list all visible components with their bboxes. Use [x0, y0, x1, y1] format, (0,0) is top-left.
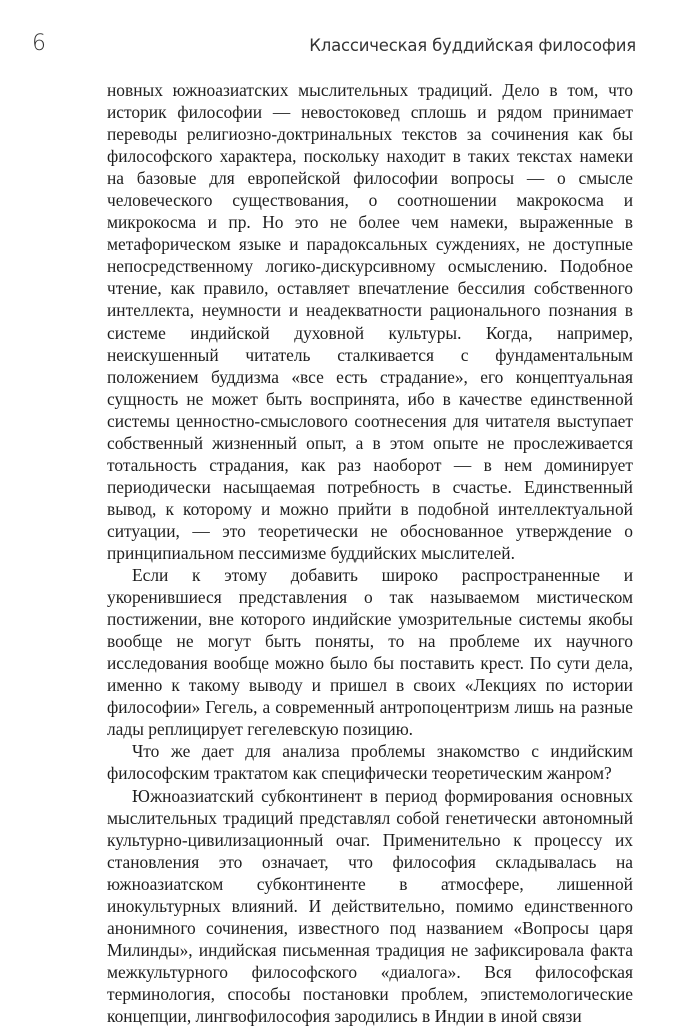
- body-text: [107, 79, 633, 1027]
- paragraph: Если к этому добавить широко распространенные и укоренившиеся представления о так называемом мистическом постижении, вне которого индийские умозрительные системы якобы вообще не могут быть поняты, то на проблеме их научного исследования вообще можно было бы поставить крест. По сути дела, именно к такому выводу и пришел в своих «Лекциях по истории философии» Гегель, а современный антропоцентризм лишь на разные лады реплицирует гегелевскую позицию.: [107, 564, 633, 740]
- running-head-title: Классическая буддийская философия: [309, 36, 636, 56]
- running-head: [30, 31, 636, 61]
- paragraph-continued: новных южноазиатских мыслительных традиций. Дело в том, что историк философии — невостоковед сплошь и рядом принимает переводы религиозно-доктринальных текстов за сочинения как бы философского характера, поскольку находит в таких текстах намеки на базовые для европейской философии вопросы — о смысле человеческого существования, о соотношении макрокосма и микрокосма и пр. Но это не более чем намеки, выраженные в метафорическом языке и парадоксальных суждениях, не доступные непосредственному логико-дискурсивному осмыслению. Подобное чтение, как правило, оставляет впечатление бессилия собственного интеллекта, неумности и неадекватности рационального познания в системе индийской духовной культуры. Когда, например, неискушенный читатель сталкивается с фундаментальным положением буддизма «все есть страдание», его концептуальная сущность не может быть воспринята, ибо в качестве единственной системы ценностно-смыслового соотнесения для читателя выступает собственный жизненный опыт, а в этом опыте не прослеживается тотальность страдания, как раз наоборот — в нем доминирует периодически насыщаемая потребность в счастье. Единственный вывод, к которому и можно прийти в подобной интеллектуальной ситуации, — это теоретически не обоснованное утверждение о принципиальном пессимизме буддийских мыслителей.: [107, 79, 633, 564]
- paragraph: Южноазиатский субконтинент в период формирования основных мыслительных традиций представлял собой генетически автономный культурно-цивилизационный очаг. Применительно к процессу их становления это означает, что философия складывалась на южноазиатском субконтиненте в атмосфере, лишенной инокультурных влияний. И действительно, помимо единственного анонимного сочинения, известного под названием «Вопросы царя Милинды», индийская письменная традиция не зафиксировала факта межкультурного философского «диалога». Вся философская терминология, способы постановки проблем, эпистемологические концепции, лингвофилософия зародились в Индии в иной связи: [107, 785, 633, 1027]
- page-number: 6: [32, 31, 46, 57]
- paragraph: Что же дает для анализа проблемы знакомство с индийским философским трактатом как специфически теоретическим жанром?: [107, 740, 633, 784]
